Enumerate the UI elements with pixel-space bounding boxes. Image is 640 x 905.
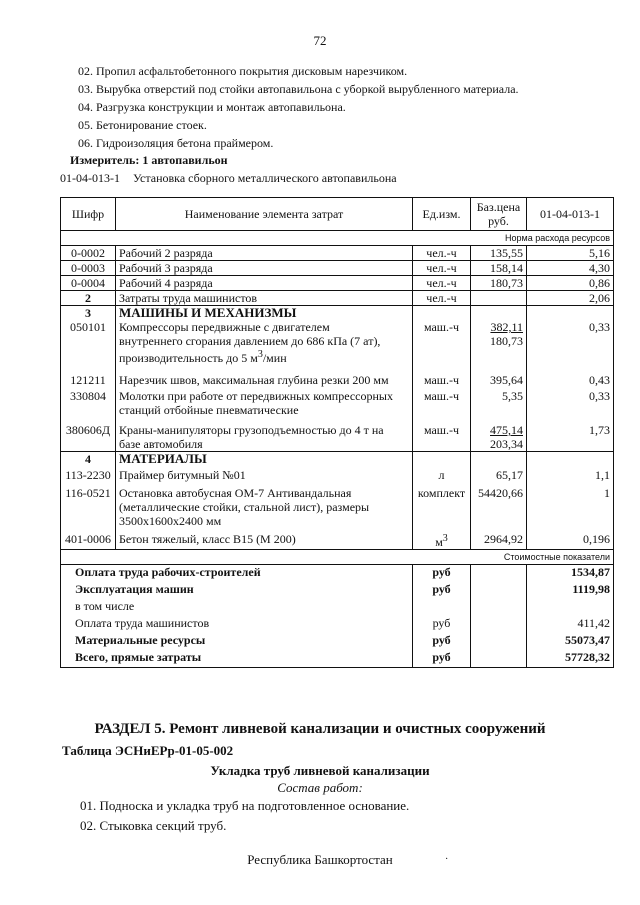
summary-row xyxy=(61,582,614,599)
cell-qty: 0,43 xyxy=(527,365,614,387)
name-line: станций отбойные пневматические xyxy=(119,403,299,417)
cell-price: 5,35 xyxy=(471,387,527,417)
operation-item: 06. Гидроизоляция бетона праймером. xyxy=(78,136,274,150)
cell-qty: 2,06 xyxy=(527,291,614,306)
cell-name: Рабочий 4 разряда xyxy=(116,276,413,291)
summary-label: Оплата труда рабочих-строителей xyxy=(61,565,413,583)
cell-unit: маш.-ч xyxy=(413,417,471,452)
summary-label: Оплата труда машинистов xyxy=(61,616,413,633)
cell-qty: 0,33 xyxy=(527,320,614,365)
summary-unit: руб xyxy=(413,582,471,599)
operation-item: 02. Пропил асфальтобетонного покрытия дисковым нарезчиком. xyxy=(78,64,408,78)
cell-unit: маш.-ч xyxy=(413,320,471,365)
name-line xyxy=(119,348,409,365)
summary-empty xyxy=(471,650,527,668)
cell-price: 54420,66 xyxy=(471,482,527,528)
header-name: Наименование элемента затрат xyxy=(116,198,413,231)
works-list xyxy=(80,796,409,836)
name-part: производительность до 5 м xyxy=(119,351,258,365)
table-row xyxy=(61,417,614,452)
cell-name xyxy=(116,482,413,528)
page-number: 72 xyxy=(313,33,327,48)
cell-unit xyxy=(413,528,471,550)
cell-name: Рабочий 2 разряда xyxy=(116,246,413,261)
cell-qty: 0,33 xyxy=(527,387,614,417)
summary-empty xyxy=(471,582,527,599)
cell-code: 121211 xyxy=(61,365,116,387)
summary-label: Эксплуатация машин xyxy=(61,582,413,599)
summary-label: Материальные ресурсы xyxy=(61,633,413,650)
cell-unit: маш.-ч xyxy=(413,365,471,387)
name-line: 3500х1600х2400 мм xyxy=(119,514,222,528)
summary-empty xyxy=(471,633,527,650)
operation-item: 04. Разгрузка конструкции и монтаж автопавильона. xyxy=(78,100,346,114)
cost-band: Стоимостные показатели xyxy=(61,550,614,565)
cell-name xyxy=(116,387,413,417)
name-line: (металлические стойки, стальной лист), размеры xyxy=(119,500,370,514)
cell-name: Праймер битумный №01 xyxy=(116,466,413,482)
composition-label: Состав работ: xyxy=(277,780,363,795)
cell-code: 116-0521 xyxy=(61,482,116,528)
summary-empty xyxy=(471,599,527,616)
unit-superscript: 3 xyxy=(442,533,448,544)
name-part: /мин xyxy=(262,351,287,365)
cell-price: 65,17 xyxy=(471,466,527,482)
table-row xyxy=(61,482,614,528)
cell-unit xyxy=(413,452,471,467)
cost-band-row xyxy=(61,550,614,565)
name-line: Краны-манипуляторы грузоподъемностью до 4 т на xyxy=(119,423,384,437)
price-line: 475,14 xyxy=(490,423,523,437)
name-line: Остановка автобусная ОМ-7 Антивандальная xyxy=(119,486,352,500)
cell-unit: чел.-ч xyxy=(413,291,471,306)
cell-code: 4 xyxy=(61,452,116,467)
cell-name xyxy=(116,417,413,452)
summary-value xyxy=(527,599,614,616)
cell-code: 2 xyxy=(61,291,116,306)
cell-price xyxy=(471,417,527,452)
cell-code: 3 xyxy=(61,306,116,321)
operation-item: 05. Бетонирование стоек. xyxy=(78,118,207,132)
table-row xyxy=(61,528,614,550)
summary-empty xyxy=(471,616,527,633)
page-footer: Республика Башкортостан xyxy=(247,852,393,867)
norm-band-row xyxy=(61,231,614,246)
summary-unit: руб xyxy=(413,565,471,583)
cell-price: 2964,92 xyxy=(471,528,527,550)
work-item: 01. Подноска и укладка труб на подготовленное основание. xyxy=(80,798,410,813)
rate-name: Установка сборного металлического автопавильона xyxy=(133,171,397,185)
cell-name: МАШИНЫ И МЕХАНИЗМЫ xyxy=(116,306,413,321)
table-row-machines-head xyxy=(61,306,614,321)
cell-price: 135,55 xyxy=(471,246,527,261)
cell-qty: 5,16 xyxy=(527,246,614,261)
summary-row xyxy=(61,565,614,583)
table-id: Таблица ЭСНиЕРр-01-05-002 xyxy=(62,743,234,758)
summary-value: 57728,32 xyxy=(527,650,614,668)
cell-name: Рабочий 3 разряда xyxy=(116,261,413,276)
section-title: РАЗДЕЛ 5. Ремонт ливневой канализации и очистных сооружений xyxy=(94,721,546,737)
name-line: внутреннего сгорания давлением до 686 кПа (7 ат), xyxy=(119,334,381,348)
operation-item: 03. Вырубка отверстий под стойки автопавильона с уборкой вырубленного материала. xyxy=(78,82,519,96)
cell-qty: 1,1 xyxy=(527,466,614,482)
summary-label: Всего, прямые затраты xyxy=(61,650,413,668)
summary-unit: руб xyxy=(413,616,471,633)
header-rate: 01-04-013-1 xyxy=(527,198,614,231)
cell-qty: 1,73 xyxy=(527,417,614,452)
operations-list xyxy=(78,62,519,152)
cell-name xyxy=(116,320,413,365)
summary-empty xyxy=(471,565,527,583)
cell-name: Затраты труда машинистов xyxy=(116,291,413,306)
cell-qty xyxy=(527,452,614,467)
work-item: 02. Стыковка секций труб. xyxy=(80,818,227,833)
cell-unit: чел.-ч xyxy=(413,246,471,261)
cell-qty: 0,196 xyxy=(527,528,614,550)
cell-code: 050101 xyxy=(61,320,116,365)
table-row xyxy=(61,320,614,365)
summary-row xyxy=(61,599,614,616)
rate-code: 01-04-013-1 xyxy=(60,171,120,185)
cell-name: Бетон тяжелый, класс В15 (М 200) xyxy=(116,528,413,550)
summary-row xyxy=(61,616,614,633)
header-price: Баз.цена руб. xyxy=(471,198,527,231)
table-row-materials-head xyxy=(61,452,614,467)
summary-unit: руб xyxy=(413,650,471,668)
table-row xyxy=(61,246,614,261)
unit-superscript: 3 xyxy=(257,349,263,360)
name-line: Молотки при работе от передвижных компрессорных xyxy=(119,389,393,403)
cell-unit: л xyxy=(413,466,471,482)
cell-price xyxy=(471,291,527,306)
table-row xyxy=(61,466,614,482)
name-line: базе автомобиля xyxy=(119,437,203,451)
resource-table xyxy=(60,197,614,668)
summary-value: 1534,87 xyxy=(527,565,614,583)
summary-value: 1119,98 xyxy=(527,582,614,599)
cell-code: 401-0006 xyxy=(61,528,116,550)
cell-price xyxy=(471,452,527,467)
cell-price: 158,14 xyxy=(471,261,527,276)
summary-value: 411,42 xyxy=(527,616,614,633)
cell-unit: комплект xyxy=(413,482,471,528)
cell-price: 180,73 xyxy=(471,276,527,291)
summary-row xyxy=(61,650,614,668)
norm-band: Норма расхода ресурсов xyxy=(61,231,614,246)
name-line: Компрессоры передвижные с двигателем xyxy=(119,320,330,334)
header-code: Шифр xyxy=(61,198,116,231)
summary-value: 55073,47 xyxy=(527,633,614,650)
cell-unit: маш.-ч xyxy=(413,387,471,417)
table-row xyxy=(61,387,614,417)
cell-name: МАТЕРИАЛЫ xyxy=(116,452,413,467)
summary-unit xyxy=(413,599,471,616)
cell-unit xyxy=(413,306,471,321)
cell-qty: 1 xyxy=(527,482,614,528)
cell-code: 330804 xyxy=(61,387,116,417)
unit-text: м xyxy=(435,535,443,549)
meter-line: Измеритель: 1 автопавильон xyxy=(70,153,228,167)
table-row xyxy=(61,291,614,306)
cell-code: 0-0004 xyxy=(61,276,116,291)
cell-code: 113-2230 xyxy=(61,466,116,482)
summary-row xyxy=(61,633,614,650)
rate-title xyxy=(60,170,397,186)
price-line: 180,73 xyxy=(490,334,523,348)
cell-qty xyxy=(527,306,614,321)
price-line: 203,34 xyxy=(490,437,523,451)
table-subtitle: Укладка труб ливневой канализации xyxy=(210,763,430,778)
table-row xyxy=(61,276,614,291)
header-unit: Ед.изм. xyxy=(413,198,471,231)
cell-code: 0-0003 xyxy=(61,261,116,276)
footer-mark: · xyxy=(445,854,449,865)
cell-unit: чел.-ч xyxy=(413,276,471,291)
cell-code: 380606Д xyxy=(61,417,116,452)
cell-unit: чел.-ч xyxy=(413,261,471,276)
cell-name: Нарезчик швов, максимальная глубина резки 200 мм xyxy=(116,365,413,387)
summary-label: в том числе xyxy=(61,599,413,616)
table-row xyxy=(61,365,614,387)
cell-price xyxy=(471,320,527,365)
table-row xyxy=(61,261,614,276)
cell-qty: 0,86 xyxy=(527,276,614,291)
summary-unit: руб xyxy=(413,633,471,650)
table-header-row xyxy=(61,198,614,231)
cell-price xyxy=(471,306,527,321)
cell-code: 0-0002 xyxy=(61,246,116,261)
price-line: 382,11 xyxy=(490,320,523,334)
cell-price: 395,64 xyxy=(471,365,527,387)
cell-qty: 4,30 xyxy=(527,261,614,276)
